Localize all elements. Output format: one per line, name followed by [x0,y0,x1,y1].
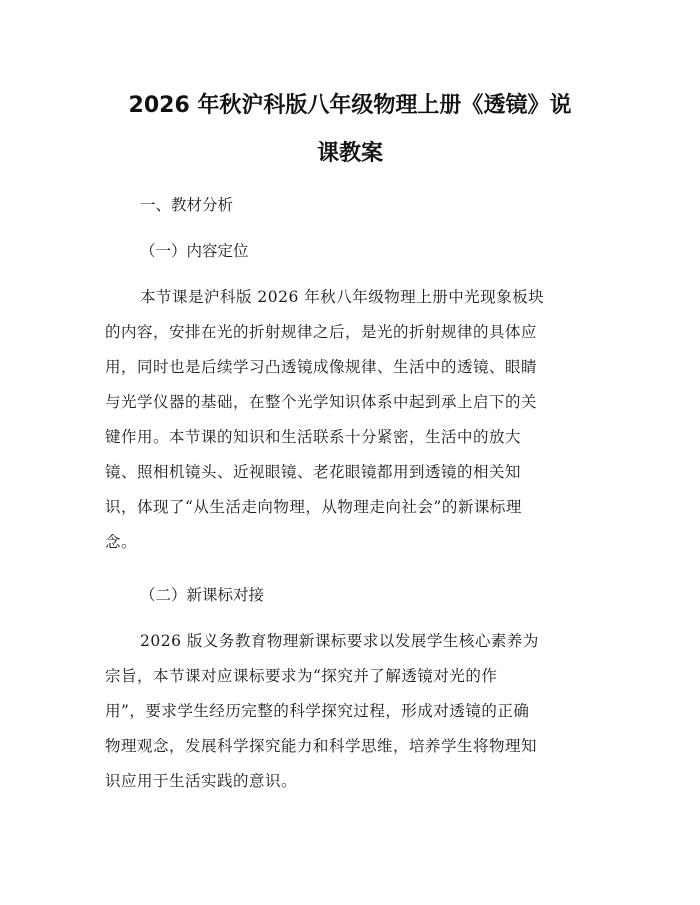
paragraph-line: 用”，要求学生经历完整的科学探究过程，形成对透镜的正确 [105,702,530,720]
paragraph-line: 2026 版义务教育物理新课标要求以发展学生核心素养为 [140,632,539,650]
paragraph-line: 与光学仪器的基础，在整个光学知识体系中起到承上启下的关 [105,393,538,411]
paragraph-line: 物理观念，发展科学探究能力和科学思维，培养学生将物理知 [105,737,538,755]
paragraph-line: 镜、照相机镜头、近视眼镜、老花眼镜都用到透镜的相关知 [105,463,522,481]
paragraph-curriculum-alignment [105,624,600,799]
document-title-line-1: 2026 年秋沪科版八年级物理上册《透镜》说 [128,93,572,118]
document-title-line-2: 课教案 [316,141,383,166]
paragraph-line: 识应用于生活实践的意识。 [105,772,298,790]
section-heading-textbook-analysis: 一、教材分析 [140,196,234,214]
paragraph-line: 本节课是沪科版 2026 年秋八年级物理上册中光现象板块 [140,288,545,306]
subsection-heading-content-positioning: （一）内容定位 [140,242,249,260]
subsection-heading-curriculum-alignment: （二）新课标对接 [140,586,265,604]
paragraph-line: 键作用。本节课的知识和生活联系十分紧密，生活中的放大 [105,428,522,446]
paragraph-line: 宗旨，本节课对应课标要求为“探究并了解透镜对光的作 [105,667,498,685]
paragraph-line: 的内容，安排在光的折射规律之后，是光的折射规律的具体应 [105,323,538,341]
paragraph-line: 识，体现了“从生活走向物理，从物理走向社会”的新课标理 [105,498,522,516]
paragraph-line: 用，同时也是后续学习凸透镜成像规律、生活中的透镜、眼睛 [105,358,538,376]
paragraph-line: 念。 [105,533,138,551]
paragraph-content-positioning [105,280,600,560]
